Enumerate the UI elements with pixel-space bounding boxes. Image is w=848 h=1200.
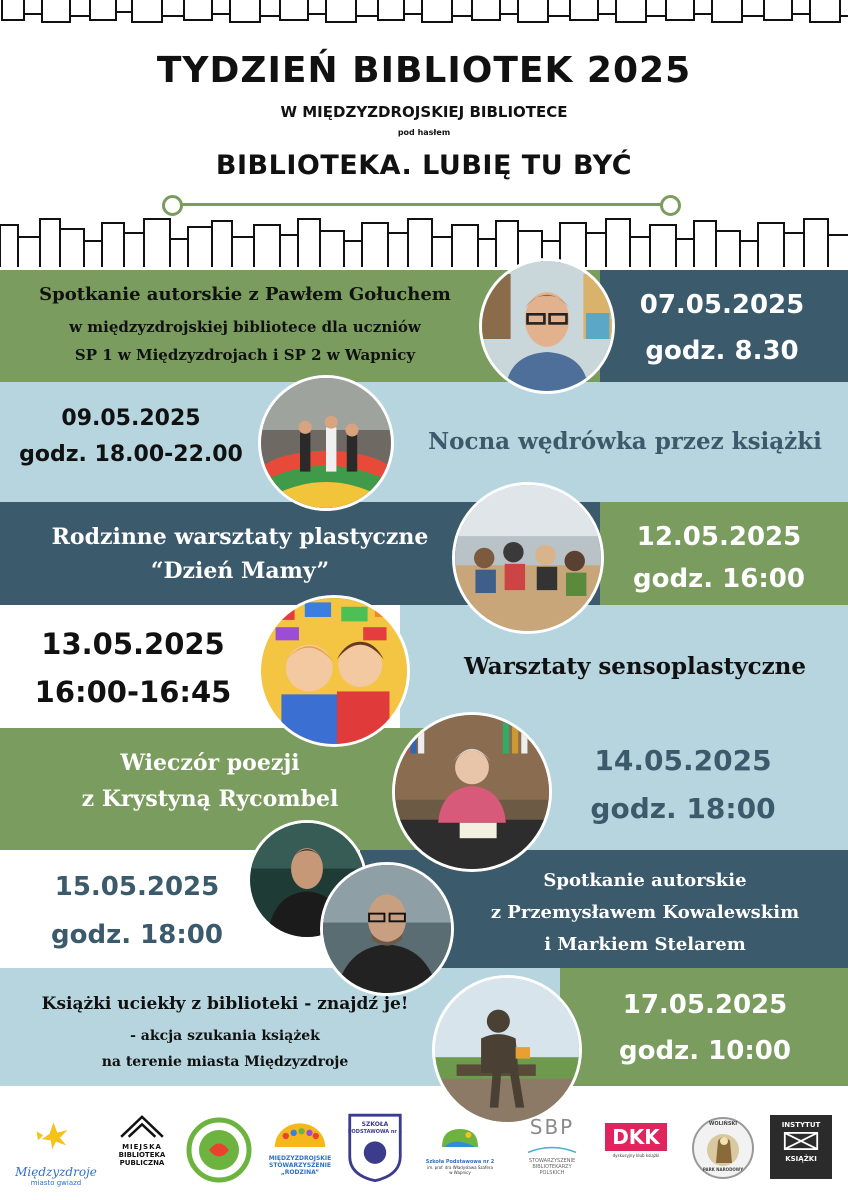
bookshelf-top-decoration [0, 0, 848, 28]
divider-dot-left [162, 195, 183, 216]
event-row-7 [0, 968, 848, 1086]
event-title: Nocna wędrówka przez książki [428, 428, 822, 455]
event-detail-2: i Markiem Stelarem [544, 934, 746, 955]
event-row-3 [0, 502, 848, 605]
poster-header [0, 0, 848, 265]
event-date: 12.05.2025 [636, 522, 802, 552]
event-time: godz. 18.00-22.00 [19, 442, 243, 467]
event-row-2 [0, 382, 848, 502]
book-institute-logo: INSTYTUT KSIĄŻKI [770, 1115, 832, 1179]
event-time: godz. 8.30 [645, 336, 799, 366]
bookshelf-bottom-decoration [0, 215, 848, 267]
event-time: 16:00-16:45 [34, 675, 232, 709]
event-date: 09.05.2025 [61, 406, 201, 431]
event-row-1 [0, 270, 848, 382]
public-library-logo: MIEJSKA BIBLIOTEKA PUBLICZNA [112, 1113, 172, 1183]
event-detail-2: na terenie miasta Międzyzdroje [101, 1054, 349, 1070]
partner-logos [0, 1095, 848, 1200]
primary-school-1-logo: SZKOŁA PODSTAWOWA nr 1 [344, 1111, 406, 1187]
kids-photo [258, 595, 410, 747]
event-time: godz. 16:00 [633, 564, 805, 594]
sbp-logo: SBP STOWARZYSZENIE BIBLIOTEKARZY POLSKICH [528, 1115, 576, 1176]
social-welfare-center-logo [186, 1117, 252, 1183]
event-title: Wieczór poezji [120, 750, 300, 776]
poster-title: TYDZIEŃ BIBLIOTEK 2025 [156, 50, 692, 91]
event-detail-1: z Krystyną Rycombel [81, 786, 339, 812]
author-photo-stelar [320, 862, 454, 996]
workshop-photo [452, 482, 604, 634]
motto-intro: pod hasłem [397, 128, 451, 137]
poster-subtitle: W MIĘDZYZDROJSKIEJ BIBLIOTECE [280, 103, 568, 121]
event-time: godz. 18:00 [590, 792, 776, 825]
poster-motto: BIBLIOTEKA. LUBIĘ TU BYĆ [215, 150, 633, 181]
event-title: Spotkanie autorskie z Pawłem Gołuchem [39, 284, 451, 305]
wolin-national-park-logo: WOLIŃSKI PARK NARODOWY [690, 1115, 756, 1181]
divider-line [172, 203, 669, 206]
author-portrait-photo [479, 258, 615, 394]
miedzyzdroje-logo: Międzyzdroje miasto gwiazd [6, 1121, 106, 1183]
rodzina-association-logo: MIĘDZYZDROJSKIE STOWARZYSZENIE „RODZINA” [262, 1121, 338, 1185]
event-detail-1: - akcja szukania książek [130, 1028, 320, 1044]
event-title: Warsztaty sensoplastyczne [463, 653, 807, 680]
event-detail-1: z Przemysławem Kowalewskim [490, 902, 800, 923]
event-date: 14.05.2025 [594, 744, 772, 777]
dkk-logo: DKK dyskusyjny klub książki [601, 1123, 671, 1169]
event-date: 13.05.2025 [41, 627, 225, 661]
event-row-4 [0, 605, 848, 728]
event-date: 07.05.2025 [639, 290, 805, 320]
event-detail-1: w międzyzdrojskiej bibliotece dla uczniów [69, 318, 421, 336]
event-title: Rodzinne warsztaty plastyczne [51, 524, 429, 550]
divider-dot-right [660, 195, 681, 216]
event-date: 15.05.2025 [54, 872, 220, 902]
event-time: godz. 10:00 [619, 1036, 791, 1066]
poetry-evening-photo [392, 712, 552, 872]
event-time: godz. 18:00 [51, 920, 223, 950]
event-detail-1: “Dzień Mamy” [150, 558, 330, 584]
event-detail-2: SP 1 w Międzyzdrojach i SP 2 w Wapnicy [74, 346, 416, 364]
event-title: Książki uciekły z biblioteki - znajdź je! [41, 994, 409, 1014]
primary-school-2-logo: Szkoła Podstawowa nr 2 im. prof. dra Władysława Szafera w Wapnicy [420, 1121, 500, 1185]
event-date: 17.05.2025 [622, 990, 788, 1020]
night-event-photo [258, 375, 394, 511]
event-title: Spotkanie autorskie [543, 870, 747, 891]
